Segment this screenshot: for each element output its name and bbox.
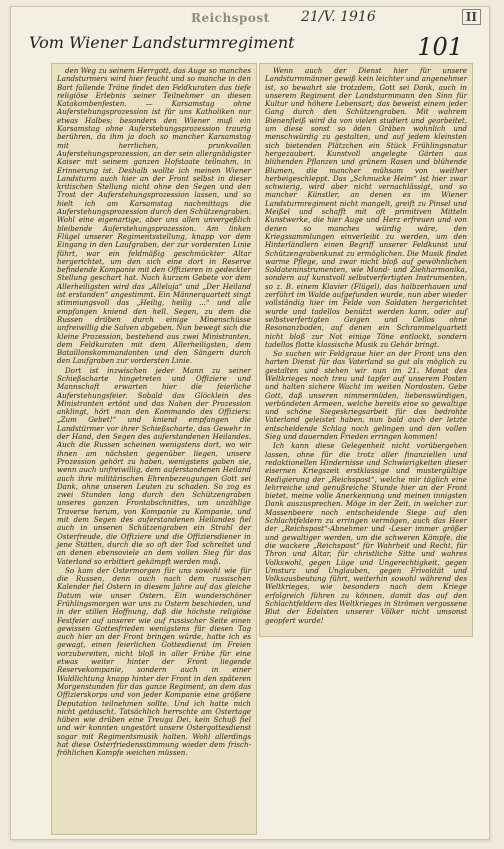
clipping-right	[259, 63, 473, 637]
left-paragraph-1: den Weg zu seinem Herrgott, das Auge so manches Landsturmers wird hier feucht und so manche in den Bart fallende Träne findet den Feldkuraten das tiefe religiöse Erlebnis seiner Teilnehmer an diesen Katakombenfesten. — Karsamstag ohne Auferstehungsprozession ist für uns Katholiken nur etwas Halbes; besonders den Wiener muß ein Karsamstag ohne Auferstehungsprozession traurig berühren, da ihm ja doch so mancher Karsamstag mit herrlichen, prunkvollen Auferstehungsprozession, an der sein allergnädigster Kaiser mit seinem ganzen Hofstaate teilnahm, in Erinnerung ist. Deshalb wollte ich meinen Wiener Landsturm auch hier an der Front selbst in dieser kritischen Stellung nicht ohne den Segen und den Trost der Auferstehungsprozession lassen, und so hielt ich am Karsamstag nachmittags die Auferstehungsprozession durch den Schützengraben. Wohl eine eigenartige, aber uns allen unvergeßlich bleibende Auferstehungsprozession. Am linken Flügel unserer Regimentsstellung, knapp vor dem Eingang in den Laufgraben, der zur vordersten Linie führt, war ein feldmäßig geschmückter Altar hergerichtet, um den sich eine dort in Reserve befindende Kompanie mit den Offizieren in gedeckter Stellung geschart hat. Nach kurzem Gebete vor dem Allerheiligsten wird das „Alleluja“ und „Der Heiland ist erstanden“ angestimmt. Ein Männerquartett singt stimmungsvoll das „Heilig, heilig ...“ und alle empfangen kniend den hell. Segen, zu dem die Russen drüben durch einige Minenschüsse unfreiwillig die Salven abgeben. Nun bewegt sich die kleine Prozession, bestehend aus zwei Ministranten, dem Feldkuraten mit dem Allerheiligsten, dem Bataillonskommandanten und den Sängern durch den Laufgraben zur vordersten Linie.	[57, 66, 251, 366]
right-paragraph-2: So suchen wir Feldgraue hier an der Front uns den harten Dienst für das Vaterland so gut als möglich zu gestalten und stehen wir nun im 21. Monat des Weltkrieges noch treu und tapfer auf unserem Posten und halten sichere Wacht im weiten Nordosten. Gebe Gott, daß unseren nimmermüden, liebenswürdigen, verbündeten Armeen, welche bereits eine so gewaltige und schöne Siegeskriegsarbeit für das bedrohte Vaterland geleistet haben, nun bald auch der letzte entscheidende Schlag noch gelingen und den vollen Sieg und dauernden Frieden erringen kommen!	[265, 349, 467, 442]
clipping-left	[51, 63, 257, 835]
right-column	[260, 64, 472, 628]
left-paragraph-3: So kam der Ostermorgen für uns sowohl wie für die Russen, denn auch nach dem russischen Kalender fiel Ostern in diesem Jahre auf das gleiche Datum wie unser Ostern. Ein wunderschöner Frühlingsmorgen war uns zu Ostern beschieden, und in der stillen Hoffnung, daß die höchste religiöse Festfeier auf unserer wie auf russischer Seite einen gewissen Gottesfrieden wenigstens für diesen Tag auch hier an der Front bringen würde, hatte ich es gewagt, einen feierlichen Gottesdienst im Freien vorzubereiten, nicht bloß in aller Frühe für eine etwas weiter hinter der Front liegende Reservekompanie, sondern auch in einer Waldlichtung knapp hinter der Front in den späteren Morgenstunden für das ganze Regiment, an dem das Offizierskorps und von jeder Kompanie eine größere Deputation teilnehmen sollte. Und ich hatte mich nicht getäuscht. Tatsächlich herrschte am Ostertage hüben wie drüben eine Treuga Dei, kein Schuß fiel und wir konnten ungestört unsere Ostergottesdienst sogar mit Regimentsmusik halten. Wohl allerdings hat diese Osterfriedensstimmung wieder dem frisch-fröhlichen Kampfe weichen müssen.	[57, 565, 251, 758]
left-paragraph-2: Dort ist inzwischen jeder Mann zu seiner Schießscharte hingetreten und Offiziere und Mannschaft erwarten hier die feierliche Auferstehungsfeier. Sobald das Glöcklein des Ministranten ertönt und das Nahen der Prozession anklingt, hört man den Kommando des Offiziers: „Zum Gebet!“ und kniend empfangen die Landstürmer vor ihrer Schießscharte, das Gewehr in der Hand, den Segen des auferstandenen Heilandes. Auch die Russen scheinen wenigstens dort, wo wir ihnen am nächsten gegenüber liegen, unsere Prozession gehört zu haben, wenigstens gaben sie, wenn auch unfreiwillig, dem auferstandenen Heiland auch ihre militärischen Ehrenbezeugungen Gott sei Dank, ohne unseren Leuten zu schaden. So zog es zwei Stunden lang durch den Schützengraben unseres ganzen Frontabschnittes, um unzählige Traverse herum, von Kompanie zu Kompanie, und mit dem Segen des auferstandenen Heilandes fiel auch in unseren Schützengraben ein Strahl der Osterfreude, die Offiziere und die Offiziersdiener in jene Stätten, durch die so oft der Tod schreitet und an denen ebensoviele an dem vollen Sieg für das Vaterland so erbittert gekämpft werden muß.	[57, 365, 251, 566]
handwritten-date: 21/V. 1916	[301, 9, 376, 25]
page-mark: II	[462, 9, 481, 25]
handwritten-title: Vom Wiener Landsturmregiment	[29, 33, 295, 52]
scrapbook-page	[10, 6, 490, 840]
right-paragraph-3: Ich kann diese Gelegenheit nicht vorübergehen lassen, ohne für die trotz aller finanziellen und redaktionellen Hindernisse und Schwierigkeiten dieser eisernen Kriegszeit erstklassige und mustergültige Redigierung der „Reichspost“, welche mir täglich eine lehrreiche und genußreiche Stunde hier an der Front bietet, meine volle Anerkennung und meinen innigsten Dank auszusprechen. Möge in der Zeit, in welcher zur Massenbeere noch entscheidende Siege auf den Schlachtfeldern zu erringen vermögen, auch das Heer der „Reichspost“-Abnehmer und -Leser immer größer und gewaltiger werden, um die schweren Kämpfe, die die wackere „Reichspost“ für Wahrheit und Recht, für Thron und Altar, für christliche Sitte und wahres Volkswohl, gegen Lüge und Ungerechtigkeit, gegen Umsturz und Unglauben, gegen Frivolität und Volksausbeutung führt, weiterhin sowohl während des Weltkrieges, wie besonders nach dem Kriege erfolgreich führen zu können, damit das auf den Schlachtfeldern des Weltkrieges in Strömen vergossene Blut der Edelsten unserer Völker nicht umsonst geopfert wurde!	[265, 441, 467, 625]
right-paragraph-1: Wenn auch der Dienst hier für unsere Landsturmmänner gewiß kein leichter und angenehmer ist, so bewahrt sie trotzdem, Gott sei Dank, auch in unserem Regiment der Landsturmmann den Sinn für Kultur und höhere Lebensart; das beweist einem jeder Gang durch den Schützengraben. Mit wahrem Bienenfleiß wird da von vielen studiert und gearbeitet, um diese sonst so öden Gräben wohnlich und menschwürdig zu gestalten, und auf jedem kleinsten sich bietenden Plätzchen ein Stück Frühlingsnatur hergezaubert. Kunstvoll angelegte Gärten aus blühenden Pflanzen und grünem Rasen und blühende Blumen, die mancher mühsam von weither herbeigeschleppt. Das „Schmucke Heim“ ist hier zwar schwierig, wird aber nicht vernachlässigt, und so mancher Künstler, an denen es im Wiener Landsturmregiment nicht mangelt, greift zu Pinsel und Meißel und schafft mit oft primitiven Mitteln Kunstwerke, die hier Auge und Herz erfreuen und von denen so manches würdig wäre, den Kriegssammlungen einverleibt zu werden, um den Hinterländlern einen Begriff unserer Feldkunst und Schützengrabenkunst zu ermöglichen. Die Musik findet warme Pflege, und zwar nicht bloß auf gewöhnlichen Soldateninstrumenten, wie Mund- und Ziehharmonika, sondern auf kunstvoll selbstverfertigten Instrumenten, so z. B. einem Klavier (Flügel), das halbzerhauen und zerführt im Walde aufgefunden wurde, nun aber wieder vollständig hier im Felde von Soldaten hergerichtet wurde und tadellos benützt werden kann, oder auf selbstverfertigten Geigen und Cellos ohne Resonanzboden, auf denen ein Schrammelquartett nicht bloß zur Not einige Töne entlockt, sondern tadellos flotte klassische Musik zu Gehör bringt.	[265, 66, 467, 349]
handwritten-number: 101	[417, 33, 463, 61]
left-column	[52, 64, 256, 761]
newspaper-masthead: Reichspost	[191, 11, 270, 25]
